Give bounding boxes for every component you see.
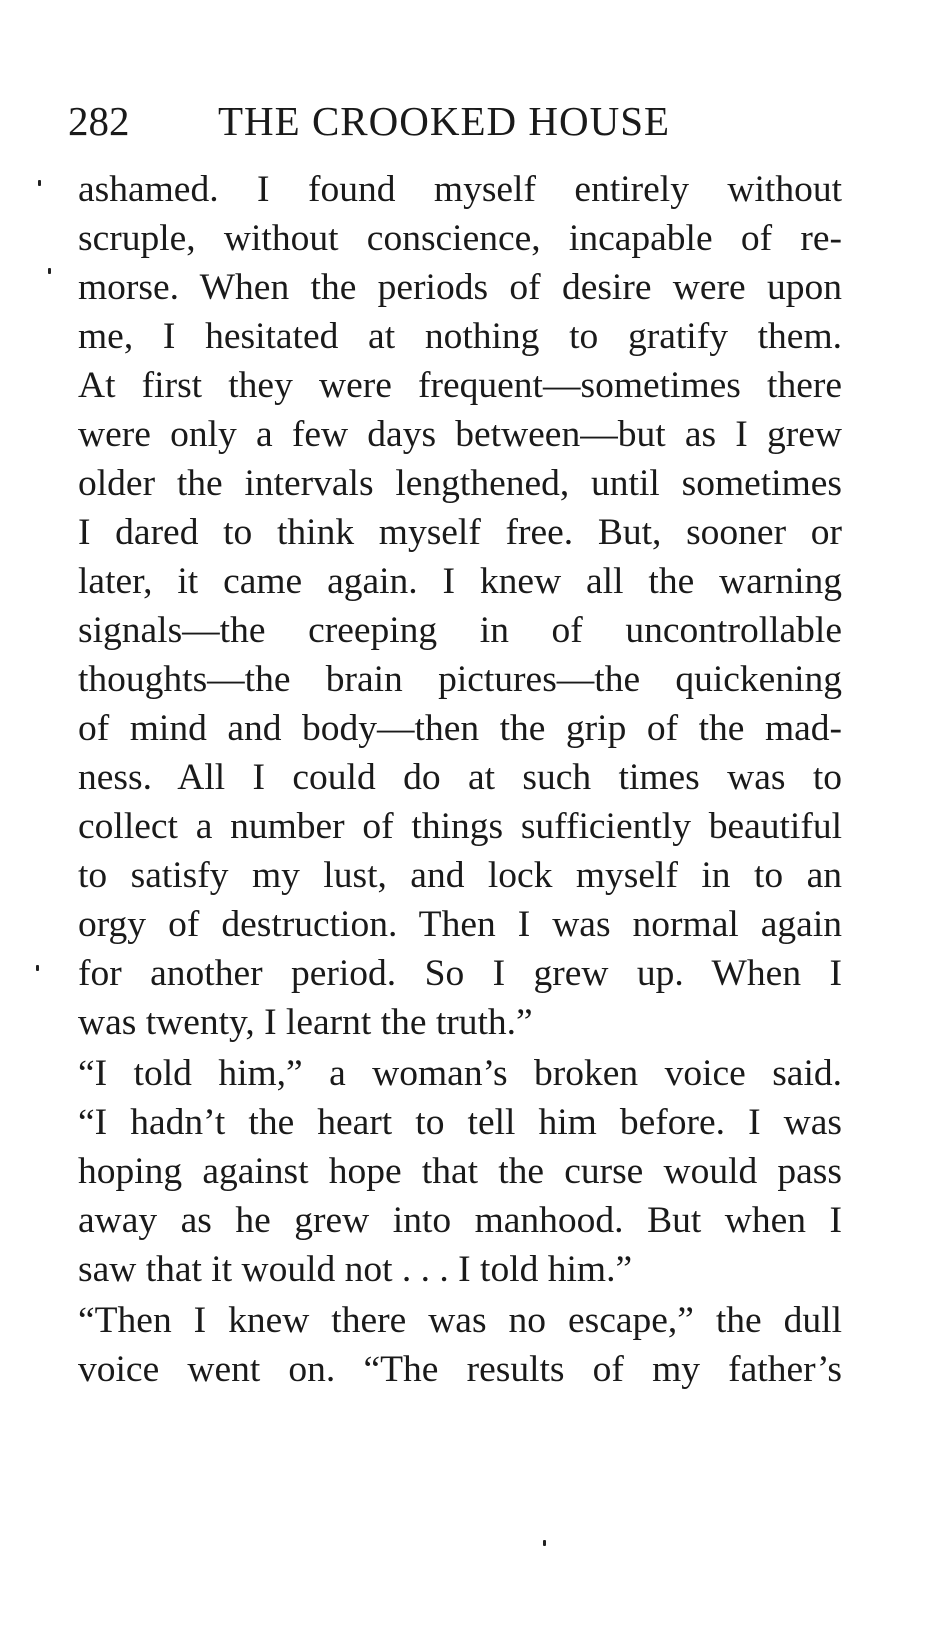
text-line: scruple, without conscience, incapable of re- xyxy=(78,218,842,259)
text-line: signals—the creeping in of uncontrollable xyxy=(78,610,842,651)
text-line: to satisfy my lust, and lock myself in to an xyxy=(78,855,842,896)
print-speck xyxy=(38,180,41,186)
text-line: away as he grew into manhood. But when I xyxy=(78,1200,842,1241)
text-line: saw that it would not . . . I told him.” xyxy=(78,1249,633,1290)
text-line: was twenty, I learnt the truth.” xyxy=(78,1002,533,1043)
text-line: At first they were frequent—sometimes there xyxy=(78,365,842,406)
print-speck xyxy=(543,1540,546,1546)
text-line: I dared to think myself free. But, sooner or xyxy=(78,512,842,553)
paragraph xyxy=(78,165,842,1047)
text-line: thoughts—the brain pictures—the quickening xyxy=(78,659,842,700)
text-line: of mind and body—then the grip of the mad- xyxy=(78,708,842,749)
text-line: later, it came again. I knew all the warning xyxy=(78,561,842,602)
paragraph xyxy=(78,1296,842,1394)
text-line: older the intervals lengthened, until sometimes xyxy=(78,463,842,504)
print-speck xyxy=(48,268,51,274)
body-text xyxy=(78,165,842,1394)
text-line: were only a few days between—but as I grew xyxy=(78,414,842,455)
text-line: “I hadn’t the heart to tell him before. I was xyxy=(78,1102,842,1143)
text-line: for another period. So I grew up. When I xyxy=(78,953,842,994)
text-line: me, I hesitated at nothing to gratify them. xyxy=(78,316,842,357)
text-line: “Then I knew there was no escape,” the dull xyxy=(78,1300,842,1341)
running-head xyxy=(68,96,868,146)
text-line: hoping against hope that the curse would pass xyxy=(78,1151,842,1192)
text-line: morse. When the periods of desire were upon xyxy=(78,267,842,308)
text-line: ness. All I could do at such times was to xyxy=(78,757,842,798)
page-number: 282 xyxy=(68,98,130,144)
paragraph xyxy=(78,1049,842,1294)
text-line: “I told him,” a woman’s broken voice said. xyxy=(78,1053,842,1094)
text-line: voice went on. “The results of my father’s xyxy=(78,1349,842,1390)
print-speck xyxy=(36,965,39,971)
text-line: ashamed. I found myself entirely without xyxy=(78,169,842,210)
text-line: collect a number of things sufficiently beautiful xyxy=(78,806,842,847)
text-line: orgy of destruction. Then I was normal again xyxy=(78,904,842,945)
running-title: THE CROOKED HOUSE xyxy=(218,98,671,144)
